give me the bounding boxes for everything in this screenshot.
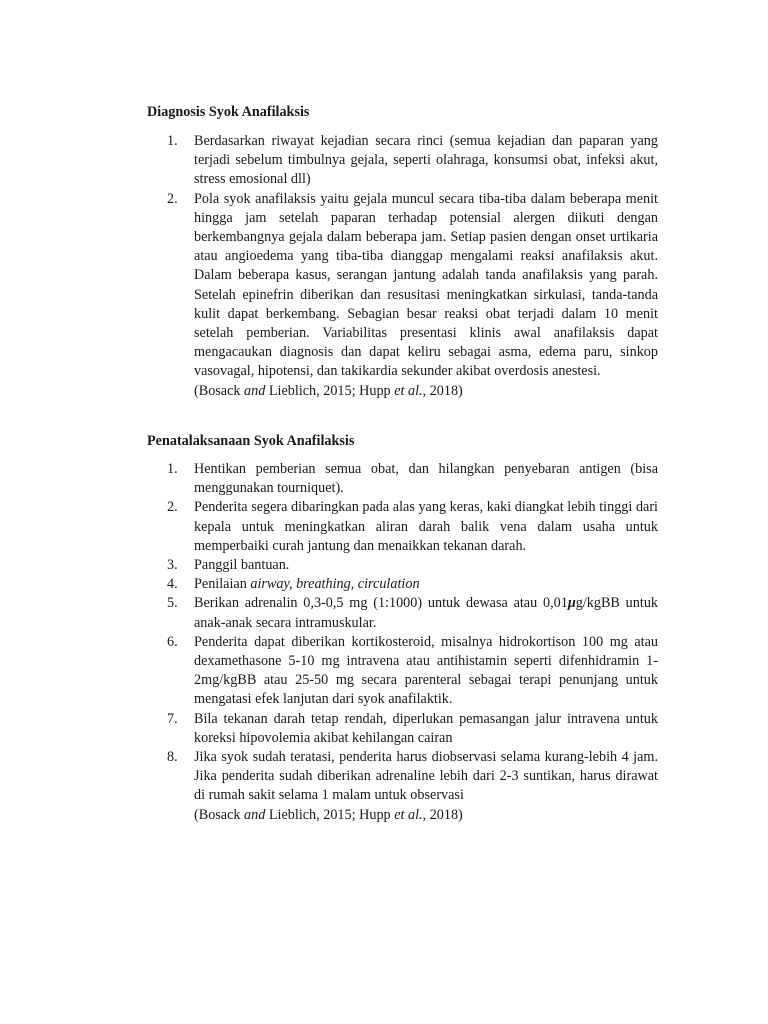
list-item-text: Penderita segera dibaringkan pada alas yang keras, kaki diangkat lebih tinggi dari kepala untuk meningkatkan aliran darah balik vena dalam usaha untuk memperbaiki curah jantung dan menaikkan tekanan darah. — [194, 499, 658, 554]
list-item-number: 5. — [167, 595, 178, 612]
citation-prefix: (Bosack — [194, 382, 245, 399]
list-item-text-italic: airway, breathing, circulation — [250, 576, 420, 593]
list-item-text: Hentikan pemberian semua obat, dan hilangkan penyebaran antigen (bisa menggunakan tourniquet). — [194, 461, 658, 497]
list-item — [147, 460, 658, 498]
citation-and: and — [244, 382, 266, 399]
list-item-number: 4. — [167, 576, 178, 593]
citation — [194, 382, 658, 401]
list-item — [147, 710, 658, 748]
list-item-number: 8. — [167, 749, 178, 766]
list-item-number: 1. — [167, 133, 178, 149]
list-item-text: Pola syok anafilaksis yaitu gejala muncul secara tiba-tiba dalam beberapa menit hingga jam setelah paparan terhadap potensial alergen diikuti dengan berkembangnya gejala dalam beberapa jam. Setiap pasien dengan onset urtikaria atau angioedema yang tiba-tiba dianggap mengalami reaksi anafilaksis akut. Dalam beberapa kasus, serangan jantung adalah tanda anafilaksis yang parah. Setelah epinefrin diberikan dan resusitasi meningkatkan sirkulasi, tanda-tanda kulit dapat berkembang. Sebagian besar reaksi obat terjadi dalam 10 menit setelah pemberian. Variabilitas presentasi klinis awal anafilaksis dapat mengacaukan diagnosis dan dapat keliru sebagai asma, edema paru, sinkop vasovagal, hipotensi, dan takikardia sekunder akibat overdosis anestesi. — [194, 190, 658, 380]
list-item-number: 3. — [167, 557, 178, 574]
citation-and: and — [244, 806, 266, 823]
list-item-number: 7. — [167, 710, 178, 727]
citation-etal: et al., — [394, 382, 427, 399]
list-item — [147, 633, 658, 710]
section-heading-management: Penatalaksanaan Syok Anafilaksis — [147, 433, 355, 449]
list-item-text: Penderita dapat diberikan kortikosteroid, misalnya hidrokortison 100 mg atau dexamethasone 5-10 mg intravena atau antihistamin seperti difenhidramin 1-2mg/kgBB atau 25-50 mg secara parenteral sebagai terapi penunjang untuk mengatasi efek lanjutan dari syok anafilaktik. — [194, 633, 658, 708]
list-item — [147, 594, 658, 632]
list-item-number: 2. — [167, 499, 178, 516]
list-item-text: Panggil bantuan. — [194, 557, 290, 574]
list-item-number: 6. — [167, 633, 178, 650]
list-item — [147, 575, 658, 594]
list-item — [147, 748, 658, 825]
list-item — [147, 498, 658, 556]
section-heading-diagnosis: Diagnosis Syok Anafilaksis — [147, 104, 310, 120]
citation-etal: et al., — [394, 806, 427, 823]
citation-middle: Lieblich, 2015; Hupp — [265, 382, 395, 399]
list-item — [147, 190, 658, 401]
list-item — [147, 132, 658, 190]
management-list — [147, 460, 658, 825]
citation-prefix: (Bosack — [194, 806, 245, 823]
list-item-text: Bila tekanan darah tetap rendah, diperlukan pemasangan jalur intravena untuk koreksi hipovolemia akibat kehilangan cairan — [194, 710, 658, 746]
list-item-text-prefix: Penilaian — [194, 576, 251, 593]
citation-suffix: 2018) — [426, 806, 463, 823]
list-item — [147, 556, 658, 575]
micro-symbol: μ — [567, 595, 576, 612]
list-item-text-before: Berikan adrenalin 0,3-0,5 mg (1:1000) untuk dewasa atau 0,01 — [194, 595, 568, 612]
list-item-number: 1. — [167, 461, 178, 477]
list-item-number: 2. — [167, 190, 178, 207]
diagnosis-list — [147, 132, 658, 401]
citation — [194, 806, 658, 825]
list-item-text: Berdasarkan riwayat kejadian secara rinci (semua kejadian dan paparan yang terjadi sebelum timbulnya gejala, seperti olahraga, konsumsi obat, infeksi akut, stress emosional dll) — [194, 133, 658, 188]
citation-suffix: 2018) — [426, 382, 463, 399]
list-item-text-after: g/kgBB untuk anak-anak secara intramuskular. — [194, 595, 659, 631]
list-item-text: Jika syok sudah teratasi, penderita harus diobservasi selama kurang-lebih 4 jam. Jika penderita sudah diberikan adrenaline lebih dari 2-3 suntikan, harus dirawat di rumah sakit selama 1 malam untuk observasi — [194, 749, 658, 804]
citation-middle: Lieblich, 2015; Hupp — [265, 806, 395, 823]
